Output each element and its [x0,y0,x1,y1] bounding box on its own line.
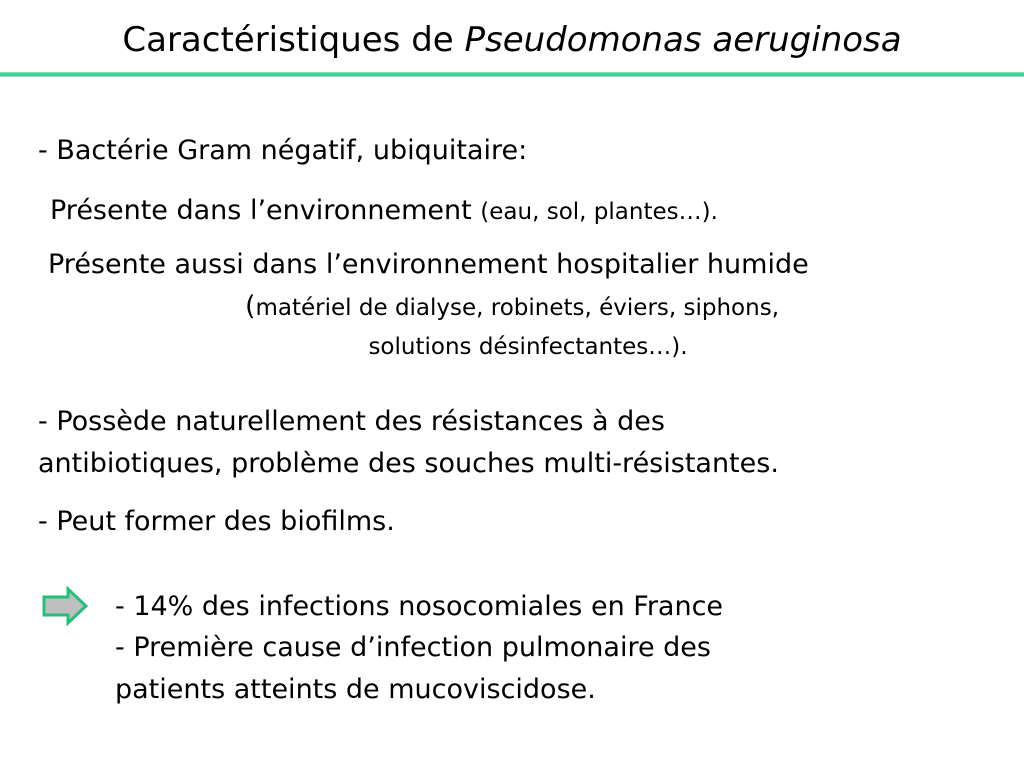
hospital-examples-line-1 [0,290,1024,325]
hospital-examples-line-2 [0,329,1024,364]
stat-pulmonary-line-2: patients atteints de mucoviscidose. [115,674,596,705]
slide-title-prefix: Caractéristiques de [122,20,465,60]
hospital-examples-text-1: matériel de dialyse, robinets, éviers, siphons, [255,295,780,321]
environment-line [50,194,718,229]
stat-nosocomial: - 14% des infections nosocomiales en France [115,591,724,622]
hospital-examples-text-2: solutions désinfectantes…). [368,334,688,360]
environment-line-main: Présente dans l’environnement [50,195,481,226]
bullet-biofilms: - Peut former des biofilms. [38,506,395,537]
bullet-resistance-line-2: antibiotiques, problème des souches multi-résistantes. [38,448,779,479]
bullet-resistance-line-1: - Possède naturellement des résistances à des [38,406,665,437]
hospital-examples-paren: ( [244,291,256,322]
right-arrow-icon [42,586,88,626]
hospital-environment-line: Présente aussi dans l’environnement hospitalier humide [48,249,809,280]
title-underline [0,72,1024,77]
environment-line-examples: (eau, sol, plantes…). [480,199,718,225]
bullet-gram-negative: - Bactérie Gram négatif, ubiquitaire: [38,135,528,166]
slide-title [0,18,1024,62]
slide-title-species: Pseudomonas aeruginosa [464,20,902,60]
stat-pulmonary-line-1: - Première cause d’infection pulmonaire des [115,632,711,663]
